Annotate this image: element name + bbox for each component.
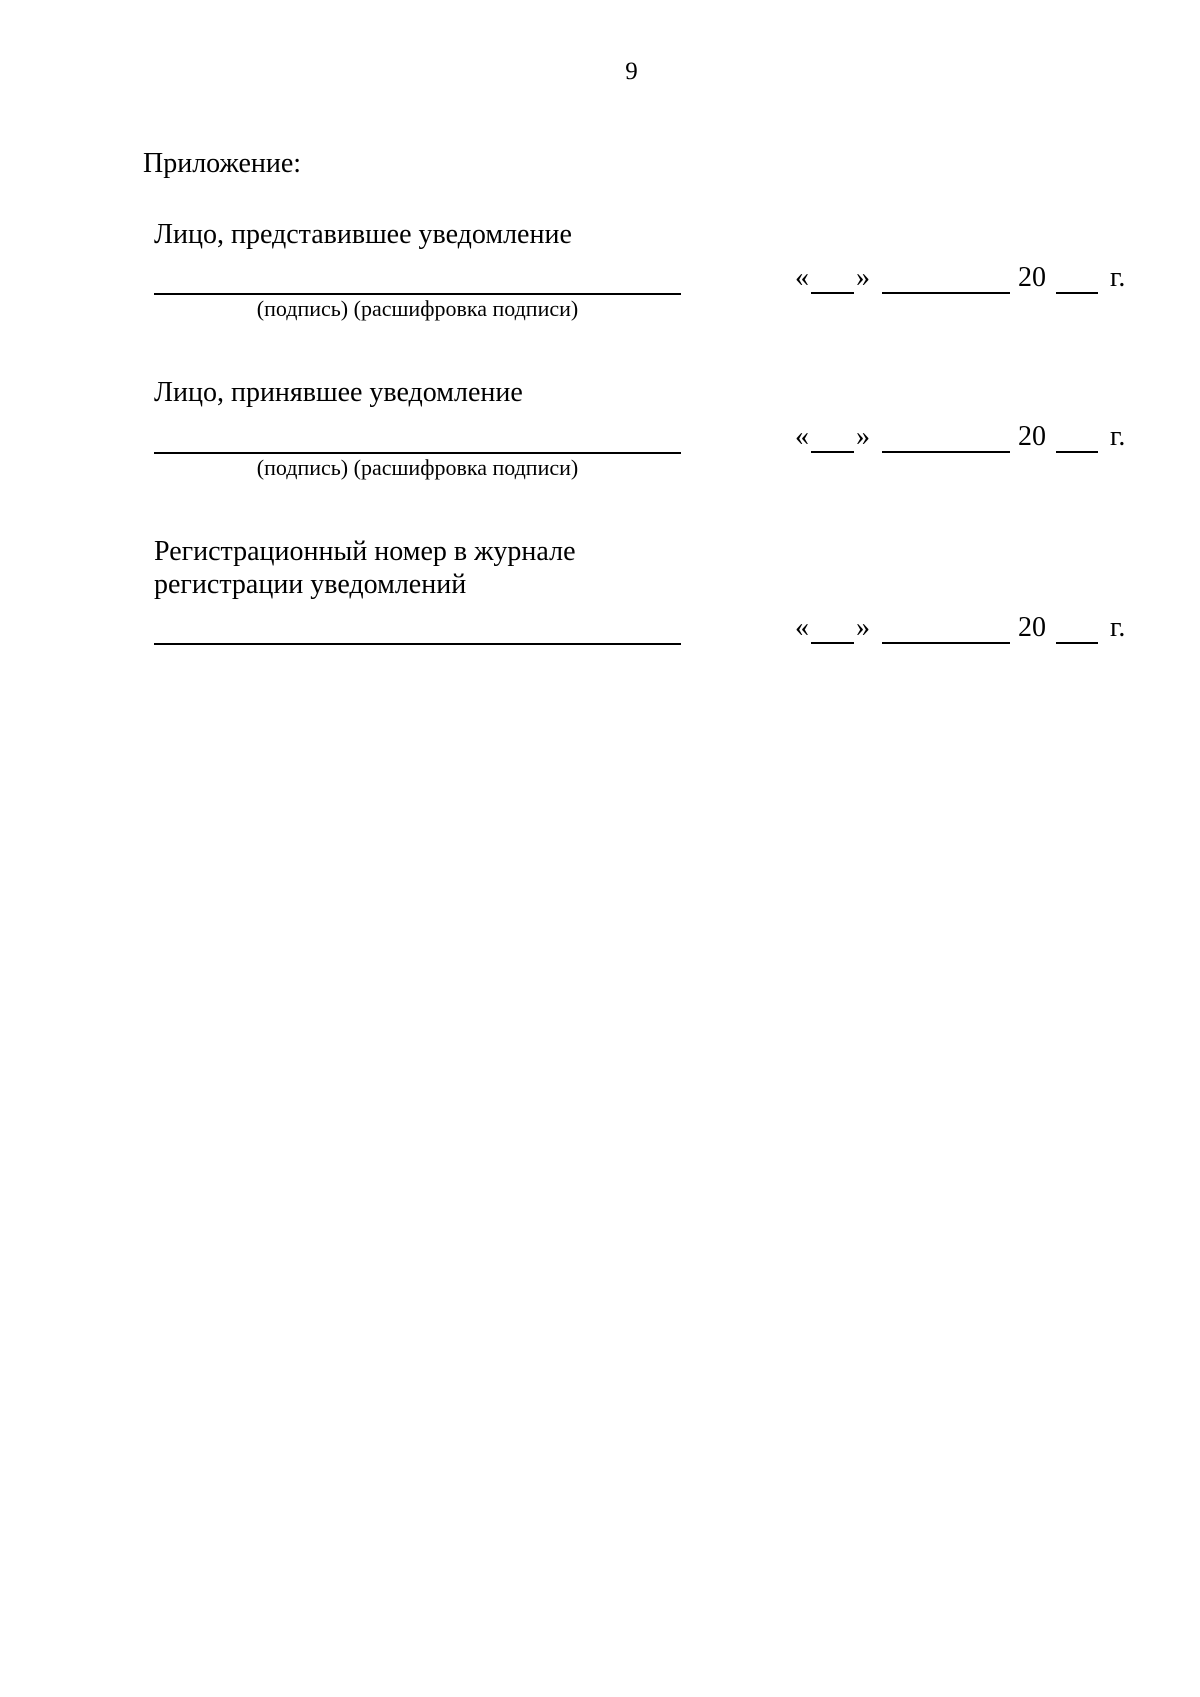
- date-close-quote: »: [856, 421, 870, 452]
- date-year-suffix: г.: [1110, 421, 1126, 452]
- date-month-blank[interactable]: [882, 268, 1010, 294]
- registration-number-line[interactable]: [154, 643, 681, 645]
- date-close-quote: »: [856, 262, 870, 293]
- registration-date: [795, 612, 1125, 644]
- date-day-blank[interactable]: [811, 618, 854, 644]
- registration-label-line2: регистрации уведомлений: [154, 569, 467, 600]
- date-century: 20: [1018, 612, 1046, 643]
- date-year-suffix: г.: [1110, 612, 1126, 643]
- date-day-blank[interactable]: [811, 427, 854, 453]
- page-number: 9: [625, 58, 638, 85]
- receiver-date: [795, 421, 1125, 453]
- appendix-label: Приложение:: [143, 148, 302, 179]
- date-year-blank[interactable]: [1056, 268, 1098, 294]
- date-year-blank[interactable]: [1056, 427, 1098, 453]
- date-day-blank[interactable]: [811, 268, 854, 294]
- date-month-blank[interactable]: [882, 427, 1010, 453]
- date-open-quote: «: [795, 612, 809, 643]
- submitter-signature-caption: (подпись) (расшифровка подписи): [256, 296, 579, 321]
- date-year-blank[interactable]: [1056, 618, 1098, 644]
- date-century: 20: [1018, 262, 1046, 293]
- date-open-quote: «: [795, 262, 809, 293]
- receiver-label: Лицо, принявшее уведомление: [154, 377, 523, 408]
- date-year-suffix: г.: [1110, 262, 1126, 293]
- submitter-date: [795, 262, 1125, 294]
- date-century: 20: [1018, 421, 1046, 452]
- receiver-signature-caption: (подпись) (расшифровка подписи): [256, 455, 579, 480]
- date-month-blank[interactable]: [882, 618, 1010, 644]
- date-close-quote: »: [856, 612, 870, 643]
- date-open-quote: «: [795, 421, 809, 452]
- receiver-signature-line[interactable]: [154, 452, 681, 454]
- registration-label-line1: Регистрационный номер в журнале: [154, 536, 576, 567]
- submitter-signature-line[interactable]: [154, 293, 681, 295]
- submitter-label: Лицо, представившее уведомление: [154, 219, 572, 250]
